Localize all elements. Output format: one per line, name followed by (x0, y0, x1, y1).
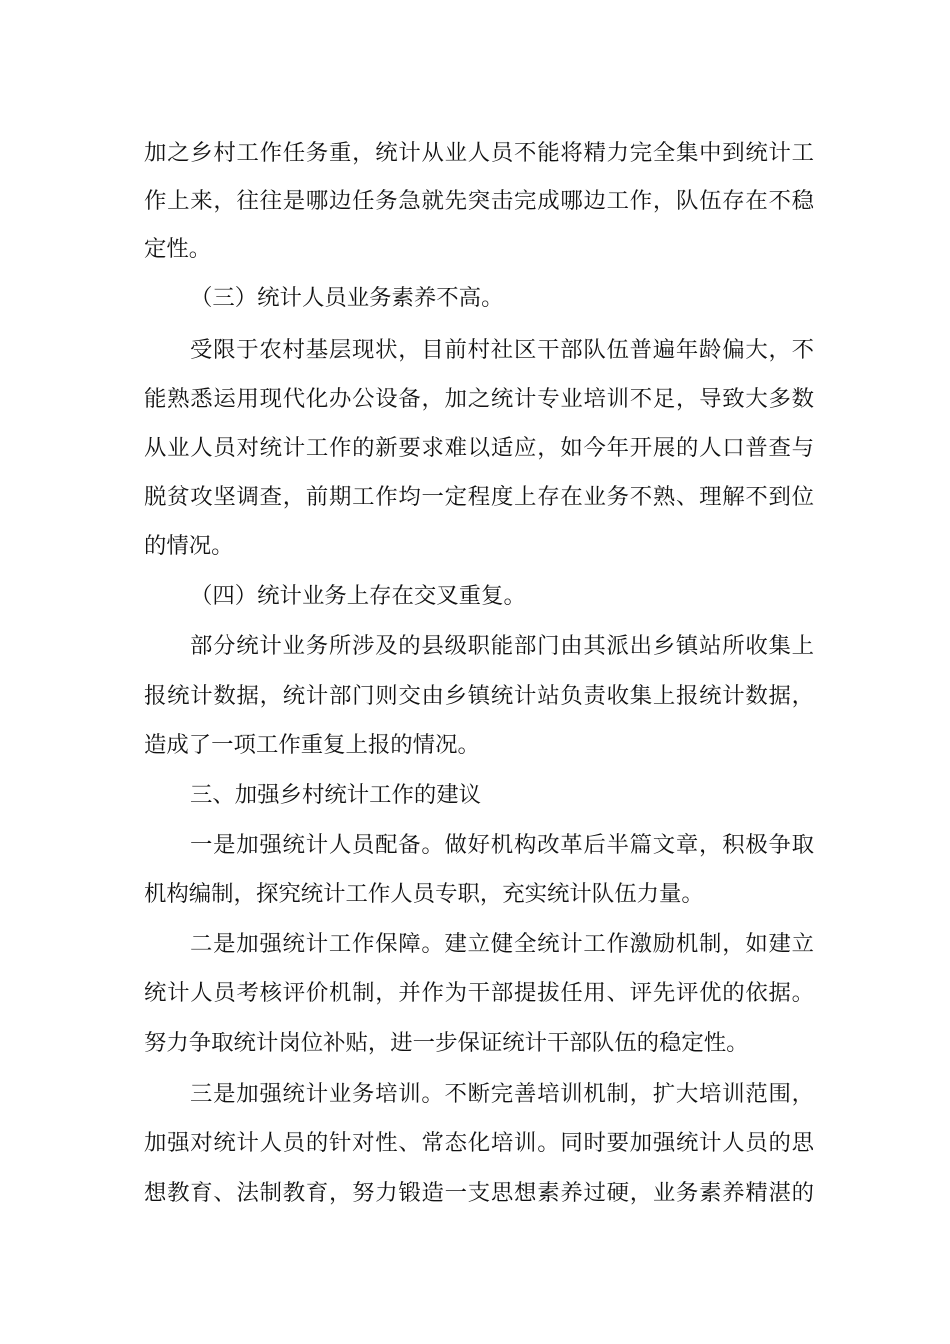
text-line: 加之乡村工作任务重，统计从业人员不能将精力完全集中到统计工 (144, 140, 814, 166)
text-line: 部分统计业务所涉及的县级职能部门由其派出乡镇站所收集上 (190, 633, 814, 659)
text-line: 想教育、法制教育，努力锻造一支思想素养过硬，业务素养精湛的 (144, 1180, 814, 1206)
text-line: 能熟悉运用现代化办公设备，加之统计专业培训不足，导致大多数 (144, 386, 814, 412)
text-line: 机构编制，探究统计工作人员专职，充实统计队伍力量。 (144, 881, 704, 907)
text-line: 脱贫攻坚调查，前期工作均一定程度上存在业务不熟、理解不到位 (144, 484, 814, 510)
text-line: 加强对统计人员的针对性、常态化培训。同时要加强统计人员的思 (144, 1130, 814, 1156)
text-line: 的情况。 (144, 533, 234, 559)
text-line: 作上来，往往是哪边任务急就先突击完成哪边工作，队伍存在不稳 (144, 188, 814, 214)
text-line: 报统计数据，统计部门则交由乡镇统计站负责收集上报统计数据， (144, 683, 814, 709)
text-line: 二是加强统计工作保障。建立健全统计工作激励机制，如建立 (190, 931, 814, 957)
text-line: 受限于农村基层现状，目前村社区干部队伍普遍年龄偏大，不 (190, 337, 814, 363)
section-heading: 三、加强乡村统计工作的建议 (190, 782, 482, 808)
text-line: 一是加强统计人员配备。做好机构改革后半篇文章，积极争取 (190, 832, 814, 858)
text-line: 三是加强统计业务培训。不断完善培训机制，扩大培训范围， (190, 1081, 814, 1107)
section-heading: （四）统计业务上存在交叉重复。 (190, 583, 526, 609)
text-line: 从业人员对统计工作的新要求难以适应，如今年开展的人口普查与 (144, 435, 814, 461)
section-heading: （三）统计人员业务素养不高。 (190, 285, 504, 311)
text-line: 定性。 (144, 236, 212, 262)
text-line: 造成了一项工作重复上报的情况。 (144, 732, 480, 758)
text-line: 努力争取统计岗位补贴，进一步保证统计干部队伍的稳定性。 (144, 1030, 749, 1056)
text-line: 统计人员考核评价机制，并作为干部提拔任用、评先评优的依据。 (144, 980, 814, 1006)
